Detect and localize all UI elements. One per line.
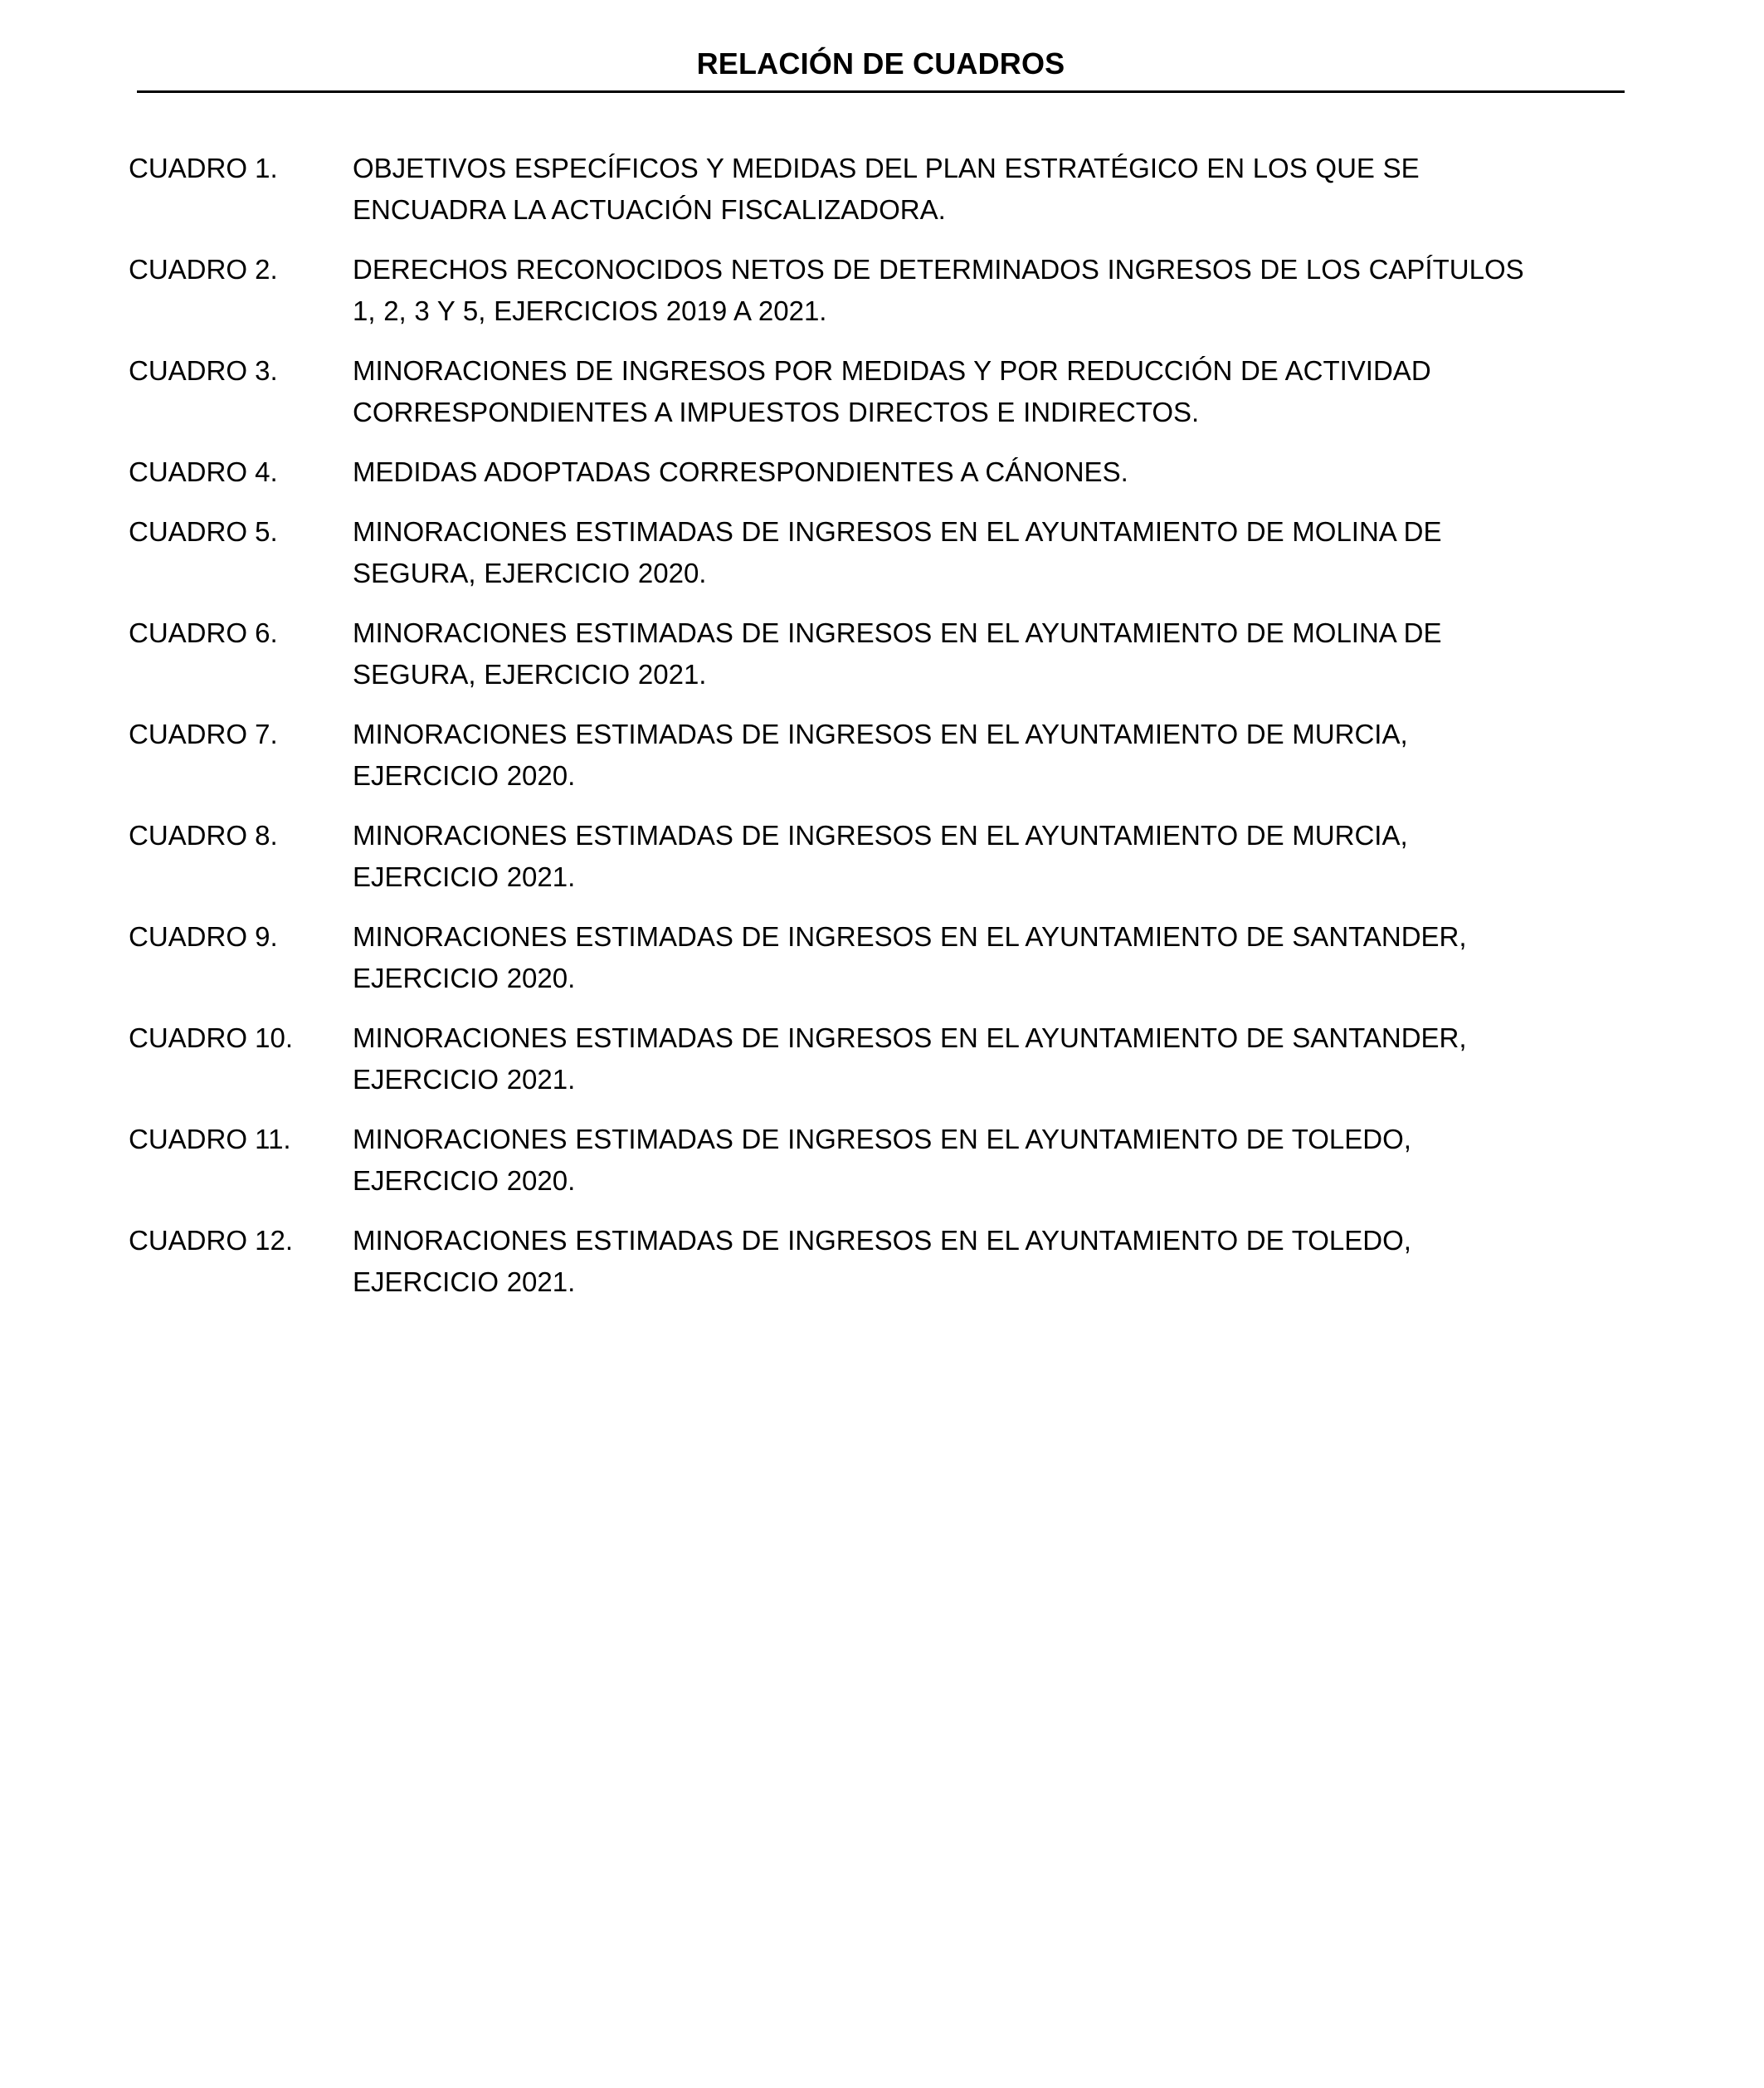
cuadro-number-label: CUADRO 11. (129, 1124, 291, 1154)
page-title: RELACIÓN DE CUADROS (696, 46, 1065, 80)
cuadro-title-text: MINORACIONES ESTIMADAS DE INGRESOS EN EL AYUNTAMIENTO DE TOLEDO, EJERCICIO 2021. (353, 1225, 1411, 1297)
cuadro-title-text: OBJETIVOS ESPECÍFICOS Y MEDIDAS DEL PLAN ESTRATÉGICO EN LOS QUE SE ENCUADRA LA ACTUACIÓN FISCALIZADORA. (353, 153, 1420, 225)
cuadro-title-text: MEDIDAS ADOPTADAS CORRESPONDIENTES A CÁNONES. (353, 456, 1128, 487)
cuadro-title-text: MINORACIONES DE INGRESOS POR MEDIDAS Y POR REDUCCIÓN DE ACTIVIDAD CORRESPONDIENTES A IMPUESTOS DIRECTOS E INDIRECTOS. (353, 355, 1431, 427)
cuadro-number-label: CUADRO 9. (129, 921, 278, 952)
list-item[interactable] (129, 916, 1647, 999)
cuadro-title-text: MINORACIONES ESTIMADAS DE INGRESOS EN EL AYUNTAMIENTO DE SANTANDER, EJERCICIO 2021. (353, 1022, 1467, 1095)
list-item[interactable] (129, 511, 1647, 594)
cuadro-number-label: CUADRO 10. (129, 1022, 294, 1053)
cuadro-number-label: CUADRO 8. (129, 820, 278, 851)
cuadro-number-label: CUADRO 5. (129, 516, 278, 547)
document-header (137, 46, 1625, 100)
cuadro-title-text: DERECHOS RECONOCIDOS NETOS DE DETERMINADOS INGRESOS DE LOS CAPÍTULOS 1, 2, 3 Y 5, EJERCICIOS 2019 A 2021. (353, 254, 1524, 326)
cuadro-title-text: MINORACIONES ESTIMADAS DE INGRESOS EN EL AYUNTAMIENTO DE MURCIA, EJERCICIO 2021. (353, 820, 1408, 892)
list-item[interactable] (129, 1119, 1647, 1202)
list-item[interactable] (129, 714, 1647, 797)
cuadro-number-label: CUADRO 6. (129, 617, 278, 648)
cuadro-number-label: CUADRO 7. (129, 719, 278, 749)
cuadro-number-label: CUADRO 2. (129, 254, 278, 285)
list-item[interactable] (129, 350, 1647, 433)
list-item[interactable] (129, 249, 1647, 332)
list-item[interactable] (129, 815, 1647, 898)
list-item[interactable] (129, 1017, 1647, 1100)
list-item[interactable] (129, 148, 1647, 231)
cuadro-number-label: CUADRO 4. (129, 456, 278, 487)
header-divider (137, 90, 1625, 93)
list-item[interactable] (129, 451, 1647, 493)
cuadro-title-text: MINORACIONES ESTIMADAS DE INGRESOS EN EL AYUNTAMIENTO DE MOLINA DE SEGURA, EJERCICIO 2020. (353, 516, 1442, 588)
cuadro-title-text: MINORACIONES ESTIMADAS DE INGRESOS EN EL AYUNTAMIENTO DE MURCIA, EJERCICIO 2020. (353, 719, 1408, 791)
list-of-tables (129, 148, 1647, 1303)
cuadro-number-label: CUADRO 3. (129, 355, 278, 386)
list-item[interactable] (129, 1220, 1647, 1303)
list-item[interactable] (129, 612, 1647, 695)
cuadro-number-label: CUADRO 12. (129, 1225, 294, 1256)
cuadro-title-text: MINORACIONES ESTIMADAS DE INGRESOS EN EL AYUNTAMIENTO DE MOLINA DE SEGURA, EJERCICIO 2021. (353, 617, 1442, 690)
cuadro-title-text: MINORACIONES ESTIMADAS DE INGRESOS EN EL AYUNTAMIENTO DE SANTANDER, EJERCICIO 2020. (353, 921, 1467, 993)
cuadro-title-text: MINORACIONES ESTIMADAS DE INGRESOS EN EL AYUNTAMIENTO DE TOLEDO, EJERCICIO 2020. (353, 1124, 1411, 1196)
cuadro-number-label: CUADRO 1. (129, 153, 278, 183)
